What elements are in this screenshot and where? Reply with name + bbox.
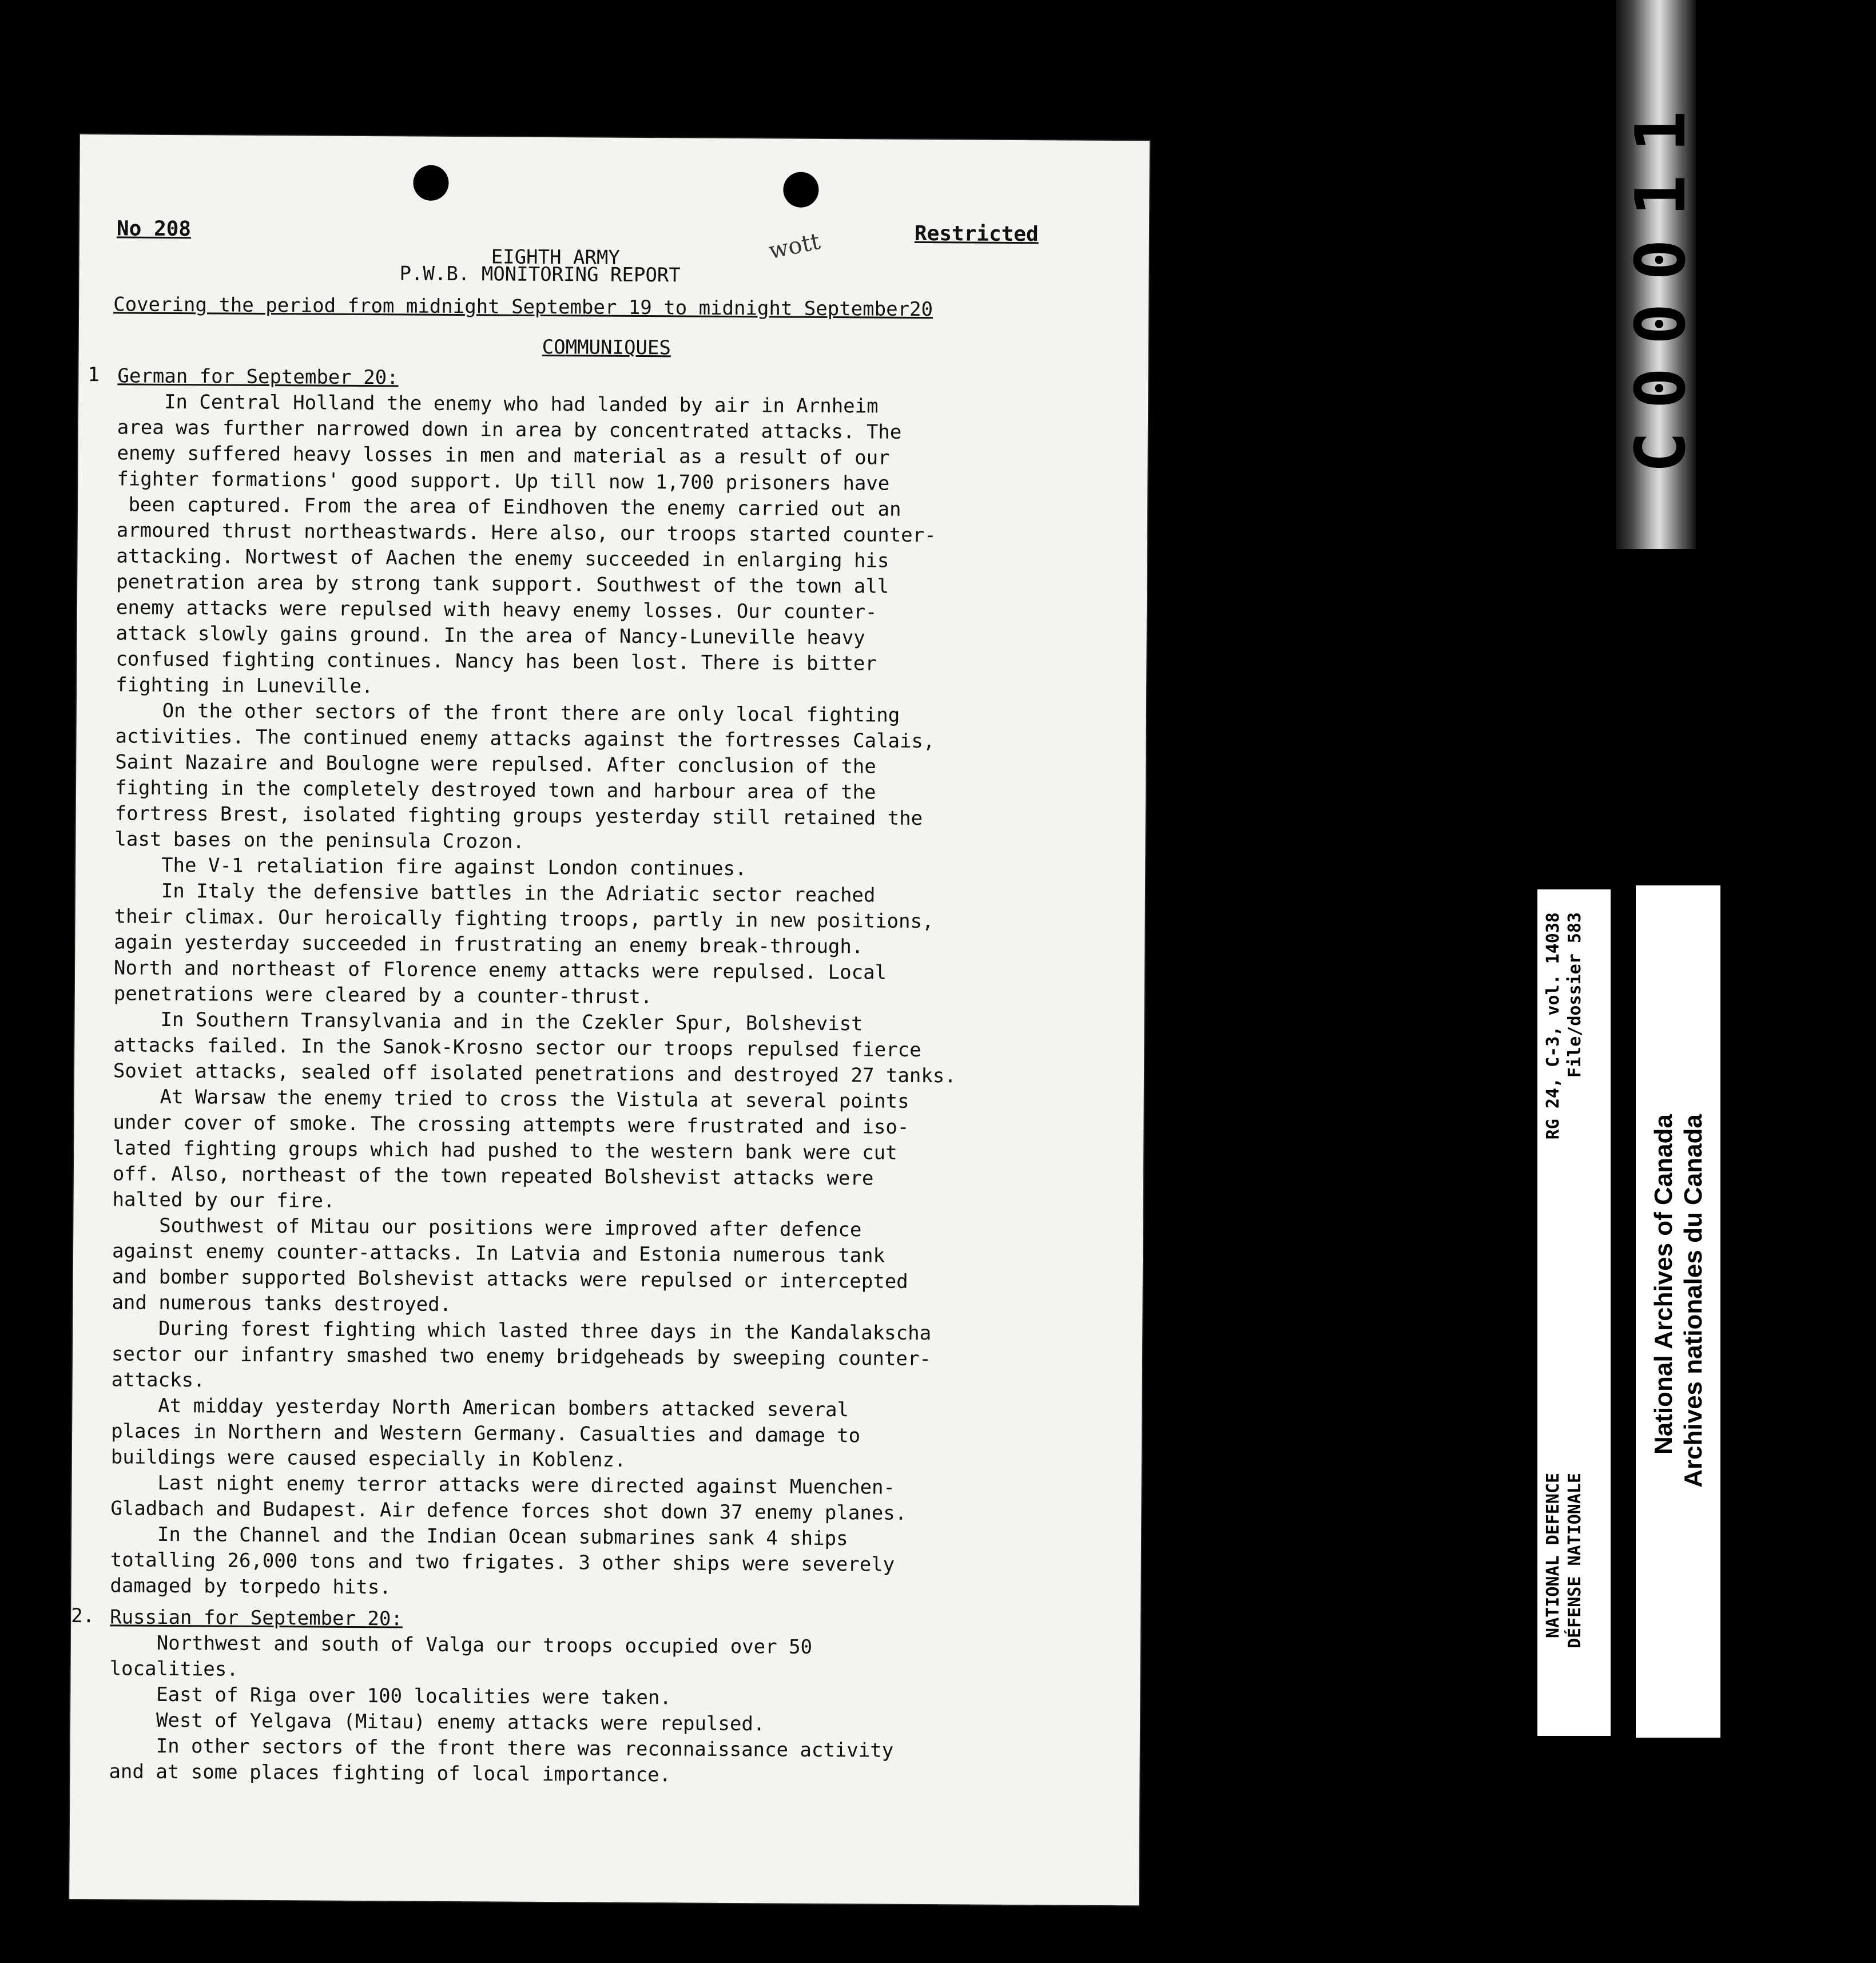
archive-reference-file: File/dossier 583: [1565, 912, 1585, 1078]
national-archives-fr: Archives nationales du Canada: [1679, 1114, 1707, 1488]
section2-heading: Russian for September 20:: [110, 1606, 403, 1631]
section2-number: 2.: [71, 1604, 95, 1628]
report-title: P.W.B. MONITORING REPORT: [399, 262, 681, 287]
department-name-en: NATIONAL DEFENCE: [1543, 1473, 1563, 1638]
document-number: No 208: [116, 217, 192, 241]
national-archives-en: National Archives of Canada: [1650, 1114, 1678, 1455]
microfilm-frame-code: C00011: [1621, 88, 1701, 473]
report-title-unit: EIGHTH ARMY: [491, 245, 620, 269]
section1-body: In Central Holland the enemy who had landed by air in Arnheim area was further narrowed down in area by concentrated attacks. The enemy suffered heavy losses in men and material as a result of our fighter formations' good support. Up till now 1,700 prisoners have been captured. From the area of Eindhoven the enemy carried out an armoured thrust northeastwards. Here also, our troops started counter- attacking. Nortwest of Aachen the enemy succeeded in enlarging his penetration area by strong tank support. Southwest of the town all enemy attacks were repulsed with heavy enemy losses. Our counter- attack slowly gains ground. In the area of Nancy-Luneville heavy confused fighting continues. Nancy has been lost. There is bitter fighting in Luneville. On the other sectors of the front there are only local fighting activities. The continued enemy attacks against the fortresses Calais, Saint Nazaire and Boulogne were repulsed. After conclusion of the fighting in the completely destroyed town and harbour area of the fortress Brest, isolated fighting groups yesterday still retained the last bases on the peninsula Crozon. The V-1 retaliation fire against London continues. In Italy the defensive battles in the Adriatic sector reached their climax. Our heroically fighting troops, partly in new positions, again yesterday succeeded in frustrating an enemy break-through. North and northeast of Florence enemy attacks were repulsed. Local penetrations were cleared by a counter-thrust. In Southern Transylvania and in the Czekler Spur, Bolshevist attacks failed. In the Sanok-Krosno sector our troops repulsed fierce Soviet attacks, sealed off isolated penetrations and destroyed 27 tanks. At Warsaw the enemy tried to cross the Vistula at several points under cover of smoke. The crossing attempts were frustrated and iso- lated fighting groups which had pushed to the western bank were cut off. Also, northeast of the town repeated Bolshevist attacks were halted by our fire. Southwest of Mitau our positions were improved after defence against enemy counter-attacks. In Latvia and Estonia numerous tank and bomber supported Bolshevist attacks were repulsed or intercepted and numerous tanks destroyed. During forest fighting which lasted three days in the Kandalakscha sector our infantry smashed two enemy bridgeheads by sweeping counter- attacks. At midday yesterday North American bombers attacked several places in Northern and Western Germany. Casualties and damage to buildings were caused especially in Koblenz. Last night enemy terror attacks were directed against Muenchen- Gladbach and Budapest. Air defence forces shot down 37 enemy planes. In the Channel and the Indian Ocean submarines sank 4 ships totalling 26,000 tons and two frigates. 3 other ships were severely damaged by torpedo hits.: [110, 390, 956, 1599]
section1-number: 1: [88, 363, 100, 387]
national-archives-label: [1636, 885, 1720, 1738]
section1-heading: German for September 20:: [117, 364, 399, 390]
punch-hole-right: [783, 172, 818, 208]
coverage-period: Covering the period from midnight September 19 to midnight September20: [113, 293, 933, 321]
document-page: [69, 134, 1150, 1905]
punch-hole-left: [413, 165, 448, 201]
handwritten-note: wott: [766, 228, 823, 265]
department-name-fr: DÉFENSE NATIONALE: [1565, 1473, 1585, 1649]
section-title: COMMUNIQUES: [542, 335, 671, 360]
archive-reference-volume: RG 24, C-3, vol. 14038: [1543, 912, 1563, 1140]
archive-reference-label: [1537, 889, 1611, 1736]
classification-mark: Restricted: [914, 221, 1039, 247]
section2-body: Northwest and south of Valga our troops occupied over 50 localities. East of Riga over 100 localities were taken. West of Yelgava (Mitau) enemy attacks were repulsed. In other sectors of the front there was reconnaissance activity and at some places fighting of local importance.: [109, 1631, 894, 1787]
